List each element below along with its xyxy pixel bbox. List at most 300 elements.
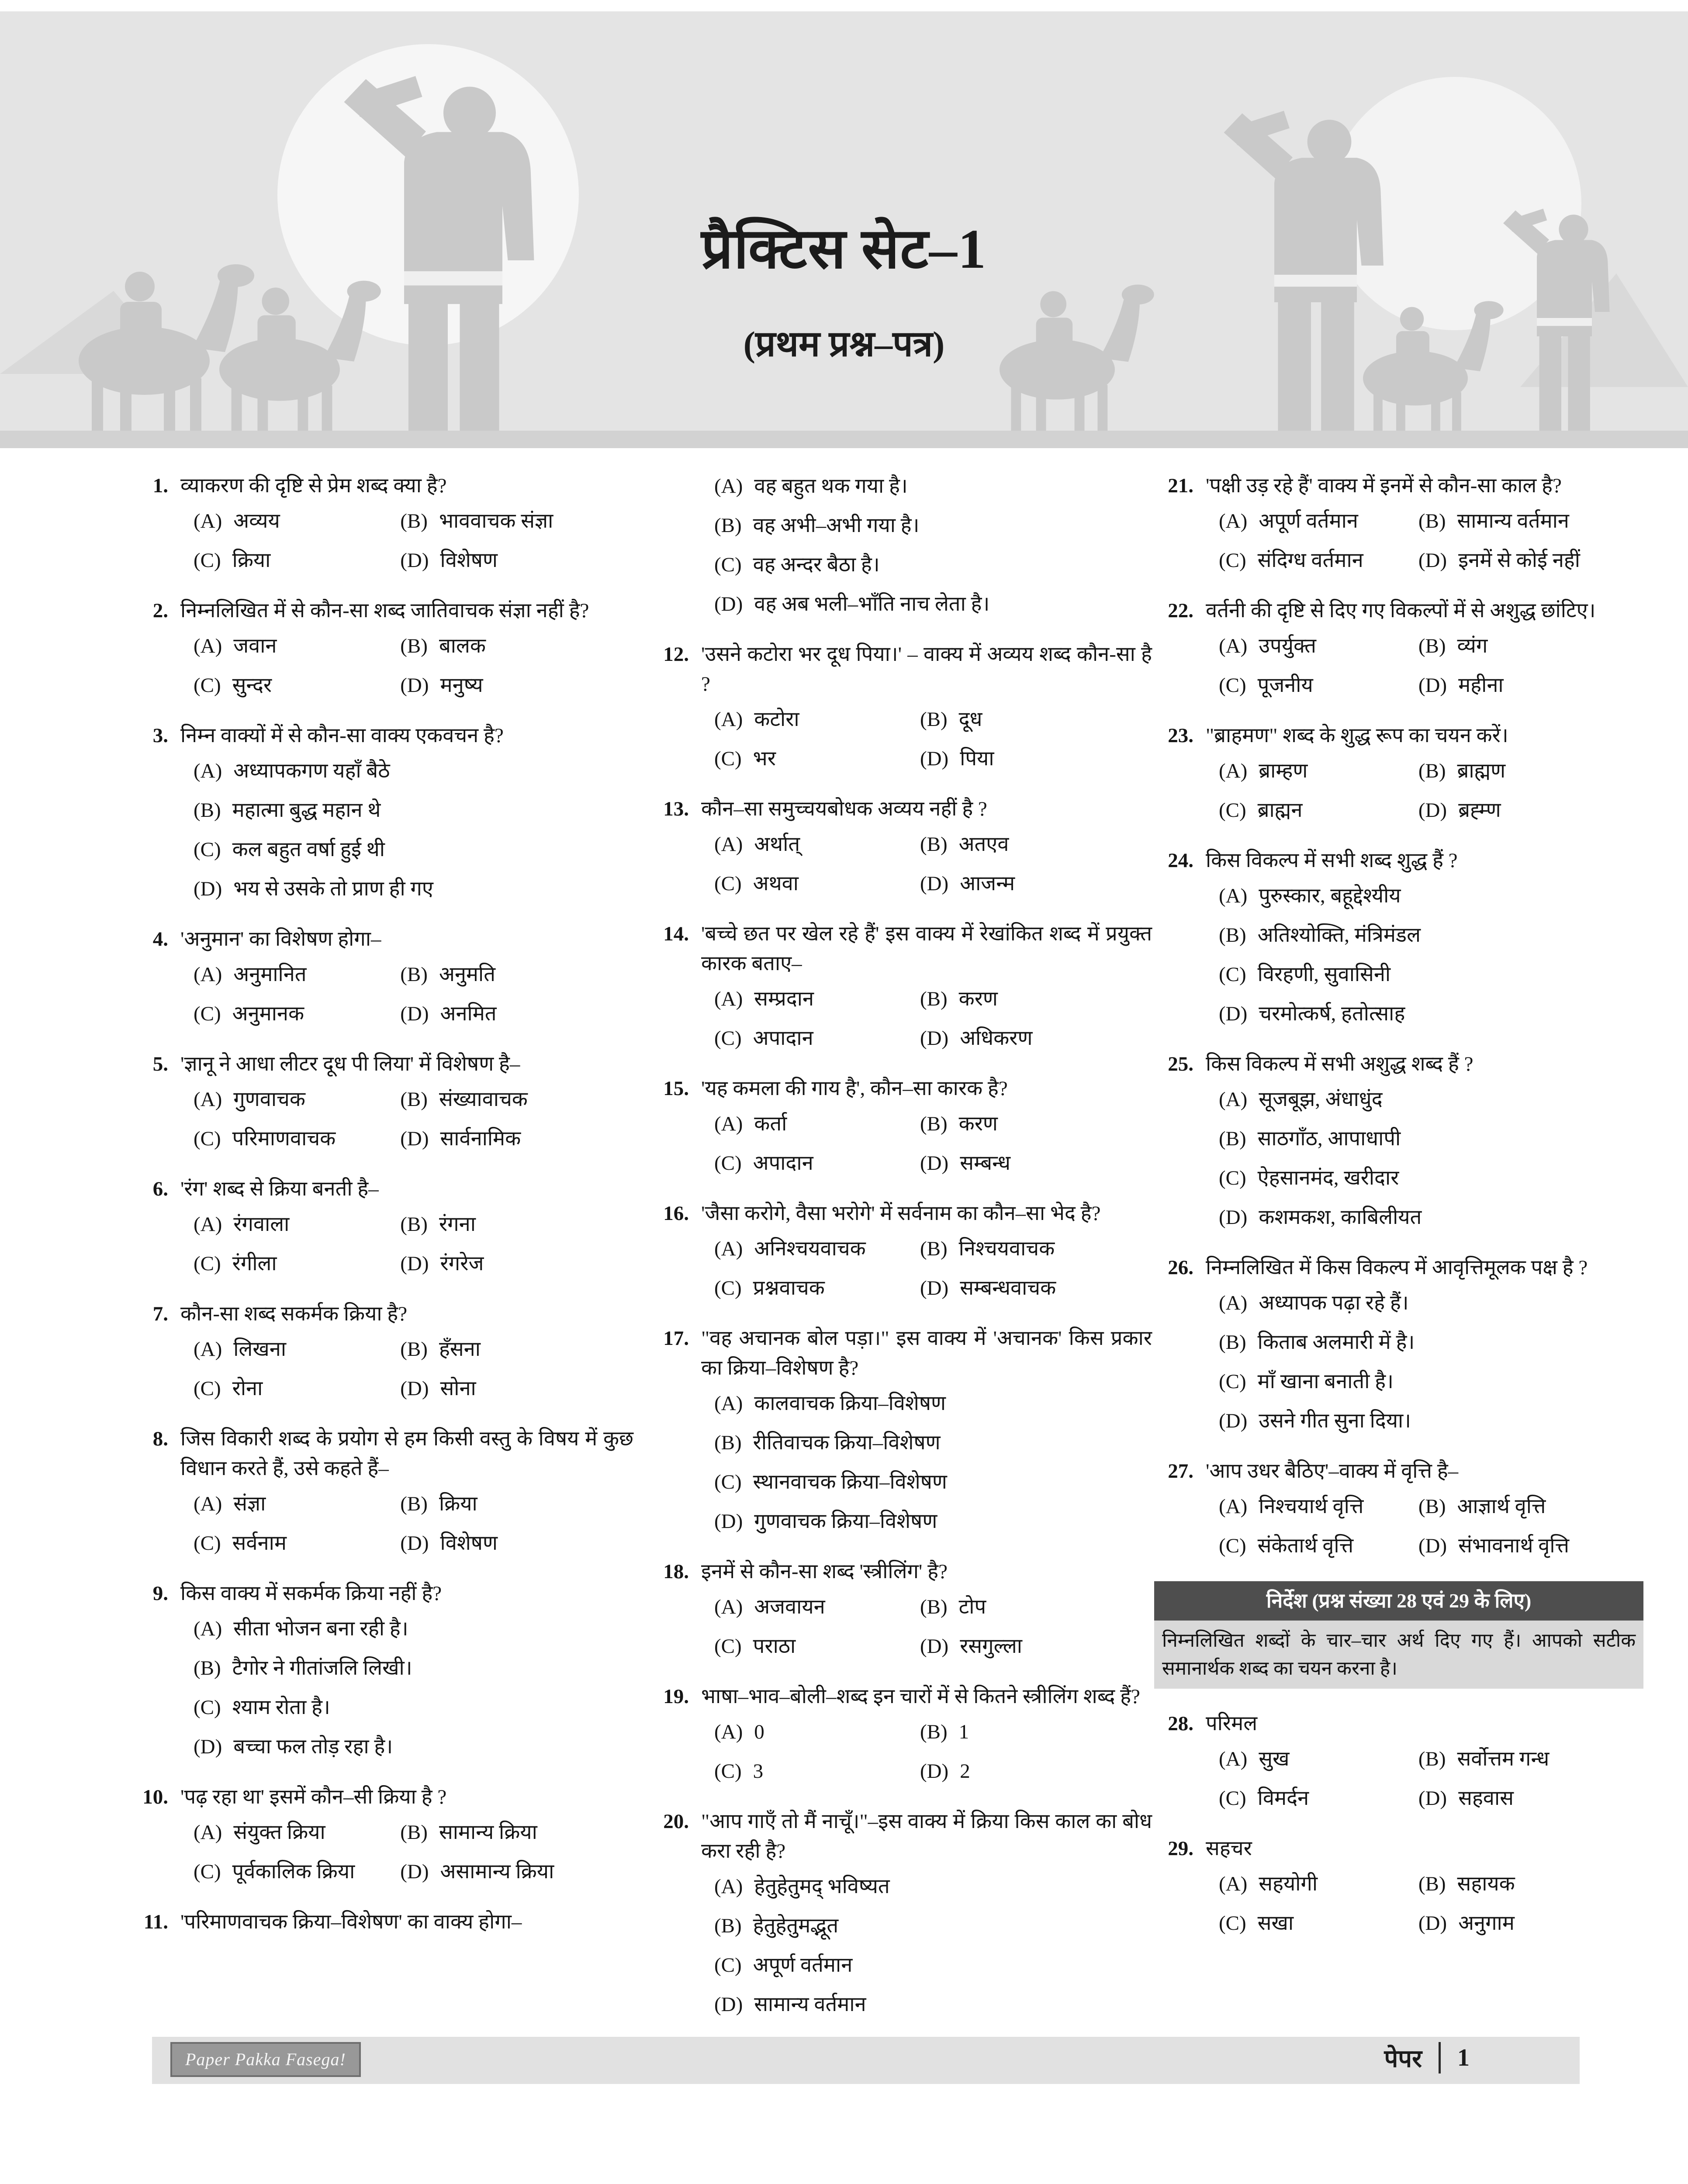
option[interactable]: [714, 1758, 920, 1785]
option[interactable]: [714, 1593, 920, 1621]
option-text: सहयोगी: [1259, 1873, 1318, 1895]
options: [194, 757, 633, 902]
question-text: किस विकल्प में सभी शब्द शुद्ध हैं ?: [1206, 849, 1458, 872]
question-number: 28.: [1168, 1712, 1193, 1735]
option-label: (D): [194, 1735, 222, 1758]
question: [129, 1424, 633, 1557]
option[interactable]: [1219, 547, 1418, 574]
question-head: [129, 596, 633, 625]
question: [129, 1049, 633, 1152]
option[interactable]: [714, 1718, 920, 1745]
option-label: (C): [1219, 799, 1246, 822]
option[interactable]: [1219, 508, 1418, 535]
option-label: (A): [194, 760, 222, 782]
option-label: (A): [1219, 1873, 1248, 1895]
option-label: (D): [1418, 799, 1447, 822]
option-text: असामान्य क्रिया: [440, 1860, 554, 1883]
option[interactable]: [714, 1873, 1152, 1900]
directions-body: निम्नलिखित शब्दों के चार–चार अर्थ दिए गए हैं। आपको सटीक समानार्थक शब्द का चयन करना है।: [1154, 1621, 1643, 1689]
option[interactable]: [1418, 508, 1643, 535]
option[interactable]: [400, 1530, 633, 1557]
option[interactable]: [400, 1211, 633, 1238]
option-label: (D): [400, 549, 429, 572]
option[interactable]: [714, 1235, 920, 1262]
option[interactable]: [714, 1275, 920, 1302]
option[interactable]: [714, 1991, 1152, 2018]
option[interactable]: [714, 1390, 1152, 1417]
option[interactable]: [1219, 1745, 1418, 1773]
question-head: [650, 1074, 1152, 1103]
question: [1154, 1253, 1643, 1434]
option-text: 1: [958, 1721, 969, 1743]
option[interactable]: [920, 1235, 1152, 1262]
question-head: [129, 1174, 633, 1204]
option-text: श्याम रोता है।: [232, 1696, 330, 1719]
option[interactable]: [714, 706, 920, 733]
question-head: [1154, 721, 1643, 750]
option-text: निश्चयवाचक: [958, 1237, 1055, 1260]
option-label: (D): [920, 1027, 949, 1050]
option-text: स्थानवाचक क्रिया–विशेषण: [753, 1471, 947, 1493]
option-text: ब्राह्मन: [1257, 799, 1303, 822]
option[interactable]: [400, 1858, 633, 1885]
option-label: (D): [1418, 674, 1447, 697]
page-indicator-divider: [1439, 2042, 1441, 2073]
question: [129, 1907, 633, 1937]
question-head: [650, 1807, 1152, 1866]
question-text: निम्न वाक्यों में से कौन-सा वाक्य एकवचन है?: [180, 724, 504, 747]
option[interactable]: [714, 870, 920, 897]
option-text: 2: [960, 1760, 970, 1783]
option-label: (A): [1219, 1088, 1248, 1111]
option-text: करण: [958, 988, 998, 1010]
option[interactable]: [1219, 1493, 1418, 1520]
option-text: संभावनार्थ वृत्ति: [1458, 1534, 1570, 1557]
option[interactable]: [920, 870, 1152, 897]
option-text: कल बहुत वर्षा हुई थी: [232, 838, 385, 861]
option[interactable]: [194, 836, 633, 863]
option-label: (A): [194, 1821, 222, 1844]
option[interactable]: [714, 1912, 1152, 1939]
option-label: (B): [400, 1088, 428, 1111]
option-text: पिया: [960, 747, 994, 770]
option-text: महात्मा बुद्ध महान थे: [232, 799, 381, 822]
option-label: (A): [194, 1617, 222, 1640]
question-head: [129, 1907, 633, 1937]
question-number: 3.: [152, 724, 168, 747]
option-text: अनुमानित: [233, 963, 307, 986]
option[interactable]: [1418, 757, 1643, 784]
option[interactable]: [920, 985, 1152, 1013]
question-head: [650, 1199, 1152, 1228]
option[interactable]: [714, 1508, 1152, 1535]
option-text: माँ खाना बनाती है।: [1257, 1370, 1394, 1393]
option-label: (B): [400, 1821, 428, 1844]
question-text: 'आप उधर बैठिए'–वाक्य में वृत्ति है–: [1206, 1460, 1459, 1482]
option-label: (A): [714, 1113, 743, 1135]
question-text: 'ज्ञानू ने आधा लीटर दूध पी लिया' में विशेषण है–: [180, 1053, 520, 1075]
option[interactable]: [714, 1952, 1152, 1979]
option-label: (C): [194, 674, 221, 697]
option-label: (C): [194, 1377, 221, 1400]
options: [714, 1235, 1152, 1302]
option[interactable]: [400, 1250, 633, 1277]
option[interactable]: [194, 961, 400, 988]
question-text: 'रंग' शब्द से क्रिया बनती है–: [180, 1178, 379, 1200]
option-text: दूध: [958, 708, 982, 731]
option-label: (A): [194, 1338, 222, 1361]
option[interactable]: [400, 1819, 633, 1846]
option[interactable]: [1219, 1532, 1418, 1559]
question-text: निम्नलिखित में किस विकल्प में आवृत्तिमूलक पक्ष है ?: [1206, 1256, 1588, 1279]
option[interactable]: [194, 1211, 400, 1238]
option-label: (B): [920, 708, 948, 731]
option-text: मनुष्य: [440, 674, 483, 697]
option[interactable]: [920, 1633, 1152, 1660]
option-text: गुणवाचक: [233, 1088, 305, 1111]
option-text: ब्रह्म्ण: [1458, 799, 1501, 822]
option-label: (C): [714, 872, 742, 895]
option-text: सर्वनाम: [232, 1532, 287, 1555]
question-head: [1154, 846, 1643, 875]
option[interactable]: [714, 551, 1152, 578]
option-label: (D): [400, 1252, 429, 1275]
option[interactable]: [400, 1125, 633, 1152]
option-text: सामान्य वर्तमान: [754, 1993, 866, 2016]
option[interactable]: [1418, 672, 1643, 699]
option[interactable]: [400, 547, 633, 574]
option[interactable]: [194, 1655, 633, 1682]
question-number: 9.: [152, 1582, 168, 1605]
options: [1219, 757, 1643, 824]
option-label: (B): [714, 1914, 742, 1937]
option[interactable]: [400, 1490, 633, 1517]
option-text: कर्ता: [754, 1113, 787, 1135]
option-label: (A): [714, 988, 743, 1010]
option-label: (B): [1418, 760, 1446, 782]
question-text: 'परिमाणवाचक क्रिया–विशेषण' का वाक्य होगा–: [180, 1911, 522, 1933]
option-label: (D): [714, 1993, 743, 2016]
option-text: सुन्दर: [232, 674, 272, 697]
option-label: (C): [194, 1252, 221, 1275]
option[interactable]: [194, 547, 400, 574]
option[interactable]: [1219, 1785, 1418, 1812]
option-text: बालक: [439, 635, 486, 657]
option-label: (B): [1418, 1495, 1446, 1518]
options: [714, 1873, 1152, 2018]
option[interactable]: [714, 1633, 920, 1660]
option-label: (C): [1219, 674, 1246, 697]
option-label: (D): [1219, 1002, 1248, 1025]
options: [194, 1819, 633, 1885]
option-text: संख्यावाचक: [439, 1088, 528, 1111]
question-number: 2.: [152, 599, 168, 622]
question-text: 'पक्षी उड़ रहे हैं' वाक्य में इनमें से कौन-सा काल है?: [1206, 474, 1562, 497]
option[interactable]: [194, 1819, 400, 1846]
option-text: भय से उसके तो प्राण ही गए: [233, 878, 433, 900]
option-label: (C): [714, 1635, 742, 1658]
option[interactable]: [1219, 1000, 1643, 1027]
option[interactable]: [1219, 672, 1418, 699]
options: [194, 1615, 633, 1760]
option[interactable]: [714, 473, 1152, 500]
option-text: अतएव: [958, 833, 1009, 856]
option-label: (B): [1219, 1127, 1246, 1150]
option[interactable]: [714, 1150, 920, 1177]
option[interactable]: [714, 1469, 1152, 1496]
option-label: (A): [194, 1088, 222, 1111]
option[interactable]: [194, 508, 400, 535]
question-text: सहचर: [1206, 1837, 1252, 1860]
question-head: [1154, 596, 1643, 625]
option-text: वह अन्दर बैठा है।: [753, 553, 880, 576]
option[interactable]: [920, 1110, 1152, 1137]
option[interactable]: [1418, 632, 1643, 660]
option[interactable]: [194, 1490, 400, 1517]
option[interactable]: [714, 985, 920, 1013]
option-text: अपूर्ण वर्तमान: [1259, 510, 1358, 532]
header-banner: [0, 11, 1688, 448]
question: [650, 1199, 1152, 1302]
option-label: (B): [400, 635, 428, 657]
option[interactable]: [714, 1025, 920, 1052]
option[interactable]: [1418, 1785, 1643, 1812]
options: [714, 1390, 1152, 1535]
option[interactable]: [194, 1086, 400, 1113]
option[interactable]: [1219, 1204, 1643, 1231]
option[interactable]: [714, 1429, 1152, 1456]
option-text: अध्यापक पढ़ा रहे हैं।: [1259, 1292, 1409, 1314]
option[interactable]: [920, 1758, 1152, 1785]
question-head: [1154, 1049, 1643, 1079]
options: [1219, 1745, 1643, 1812]
option[interactable]: [1219, 961, 1643, 988]
option-text: किताब अलमारी में है।: [1257, 1331, 1415, 1354]
question-text: कौन–सा समुच्चयबोधक अव्यय नहीं है ?: [701, 798, 987, 820]
option-label: (B): [920, 833, 948, 856]
question-text: किस वाक्य में सकर्मक क्रिया नहीं है?: [180, 1582, 442, 1605]
option[interactable]: [194, 1000, 400, 1027]
question-head: [129, 1782, 633, 1812]
option[interactable]: [1219, 922, 1643, 949]
option[interactable]: [1219, 1165, 1643, 1192]
option-text: संकेतार्थ वृत्ति: [1257, 1534, 1354, 1557]
option[interactable]: [714, 1110, 920, 1137]
question-number: 23.: [1168, 724, 1193, 747]
option[interactable]: [1219, 1870, 1418, 1897]
option[interactable]: [400, 1375, 633, 1402]
question-number: 15.: [663, 1077, 689, 1100]
option-text: सीता भोजन बना रही है।: [233, 1617, 408, 1640]
option[interactable]: [920, 1150, 1152, 1177]
question-text: वर्तनी की दृष्टि से दिए गए विकल्पों में से अशुद्ध छांटिए।: [1206, 599, 1596, 622]
question-head: [129, 1424, 633, 1483]
option-text: इनमें से कोई नहीं: [1458, 549, 1580, 572]
question-head: [1154, 1834, 1643, 1863]
option[interactable]: [1219, 797, 1418, 824]
option[interactable]: [920, 1025, 1152, 1052]
question-number: 11.: [143, 1911, 168, 1933]
option-label: (C): [714, 1760, 742, 1783]
question-number: 29.: [1168, 1837, 1193, 1860]
option-text: टैगोर ने गीतांजलि लिखी।: [232, 1657, 412, 1679]
option-text: अथवा: [753, 872, 799, 895]
option[interactable]: [400, 1086, 633, 1113]
option-label: (A): [194, 1493, 222, 1515]
option[interactable]: [194, 1530, 400, 1557]
option[interactable]: [194, 797, 633, 824]
option[interactable]: [400, 1000, 633, 1027]
option[interactable]: [194, 632, 400, 660]
option-label: (C): [714, 1471, 742, 1493]
option-label: (D): [920, 1152, 949, 1175]
question-text: भाषा–भाव–बोली–शब्द इन चारों में से कितने स्त्रीलिंग शब्द हैं?: [701, 1685, 1140, 1708]
option[interactable]: [194, 1733, 633, 1760]
option-label: (A): [1219, 510, 1248, 532]
option-text: पराठा: [753, 1635, 796, 1658]
question-text: 'बच्चे छत पर खेल रहे हैं' इस वाक्य में रेखांकित शब्द में प्रयुक्त कारक बताए–: [701, 923, 1152, 975]
option-text: रसगुल्ला: [960, 1635, 1022, 1658]
option[interactable]: [194, 1615, 633, 1642]
question-text: इनमें से कौन-सा शब्द 'स्त्रीलिंग' है?: [701, 1560, 948, 1583]
option[interactable]: [400, 672, 633, 699]
question-number: 26.: [1168, 1256, 1193, 1279]
option-text: सहायक: [1457, 1873, 1515, 1895]
option-label: (C): [194, 1532, 221, 1555]
option-text: वह बहुत थक गया है।: [754, 475, 908, 498]
question: [1154, 1709, 1643, 1812]
question-number: 10.: [142, 1786, 168, 1808]
option-label: (B): [714, 514, 742, 537]
option[interactable]: [1418, 1532, 1643, 1559]
option-label: (D): [1418, 1787, 1447, 1810]
option-label: (B): [400, 1338, 428, 1361]
option-label: (D): [714, 1510, 743, 1533]
option[interactable]: [1219, 757, 1418, 784]
option[interactable]: [1418, 797, 1643, 824]
question-head: [1154, 1709, 1643, 1738]
option[interactable]: [194, 1336, 400, 1363]
option-label: (C): [714, 1027, 742, 1050]
option[interactable]: [194, 1125, 400, 1152]
option-label: (D): [920, 1760, 949, 1783]
option[interactable]: [1219, 1368, 1643, 1395]
option[interactable]: [714, 591, 1152, 618]
question-head: [129, 924, 633, 954]
option[interactable]: [714, 512, 1152, 539]
option[interactable]: [920, 1275, 1152, 1302]
option[interactable]: [194, 1694, 633, 1721]
option[interactable]: [1219, 1910, 1418, 1937]
option[interactable]: [194, 672, 400, 699]
option-text: क्रिया: [439, 1493, 477, 1515]
option[interactable]: [920, 745, 1152, 772]
option[interactable]: [714, 745, 920, 772]
question: [650, 1557, 1152, 1660]
option-text: पूर्वकालिक क्रिया: [232, 1860, 355, 1883]
option[interactable]: [920, 706, 1152, 733]
option-text: अनमित: [440, 1002, 497, 1025]
option[interactable]: [400, 508, 633, 535]
question-head: [129, 1579, 633, 1608]
option[interactable]: [1418, 1493, 1643, 1520]
option[interactable]: [1219, 632, 1418, 660]
option-label: (D): [400, 1002, 429, 1025]
question: [650, 794, 1152, 897]
options: [714, 473, 1152, 618]
option-text: व्यंग: [1457, 635, 1488, 657]
question: [650, 1074, 1152, 1177]
option[interactable]: [920, 1593, 1152, 1621]
question-number: 22.: [1168, 599, 1193, 622]
option[interactable]: [1418, 547, 1643, 574]
option[interactable]: [400, 1336, 633, 1363]
option[interactable]: [194, 1375, 400, 1402]
question-number: 19.: [663, 1685, 689, 1708]
option[interactable]: [400, 961, 633, 988]
option[interactable]: [194, 875, 633, 902]
question: [129, 1782, 633, 1885]
option-text: अतिश्योक्ति, मंत्रिमंडल: [1257, 924, 1421, 947]
option-label: (A): [714, 475, 743, 498]
option-text: टोप: [958, 1596, 986, 1618]
option-text: सूजबूझ, अंधाधुंद: [1259, 1088, 1383, 1111]
question: [1154, 596, 1643, 699]
question: [129, 721, 633, 902]
option[interactable]: [1418, 1910, 1643, 1937]
option-label: (B): [920, 1237, 948, 1260]
option[interactable]: [1418, 1745, 1643, 1773]
option-label: (C): [1219, 1370, 1246, 1393]
option-text: अनुमति: [439, 963, 495, 986]
question: [650, 1682, 1152, 1785]
option-label: (B): [400, 963, 428, 986]
option[interactable]: [194, 757, 633, 784]
option-text: सखा: [1257, 1912, 1294, 1935]
option-label: (C): [714, 1152, 742, 1175]
question: [650, 1324, 1152, 1535]
option[interactable]: [920, 831, 1152, 858]
option[interactable]: [714, 831, 920, 858]
option[interactable]: [1219, 1289, 1643, 1317]
question: [129, 596, 633, 699]
option[interactable]: [920, 1718, 1152, 1745]
option[interactable]: [1219, 1407, 1643, 1434]
option[interactable]: [1219, 882, 1643, 909]
question: [129, 1579, 633, 1760]
option[interactable]: [1219, 1086, 1643, 1113]
option-text: क्रिया: [232, 549, 271, 572]
option[interactable]: [1219, 1329, 1643, 1356]
option[interactable]: [400, 632, 633, 660]
page-indicator: [1384, 2041, 1470, 2074]
option[interactable]: [194, 1858, 400, 1885]
option-label: (A): [714, 833, 743, 856]
question: [1154, 1834, 1643, 1937]
option-text: अनुमानक: [232, 1002, 304, 1025]
options: [714, 1593, 1152, 1660]
option[interactable]: [1418, 1870, 1643, 1897]
option[interactable]: [194, 1250, 400, 1277]
directions-title: निर्देश (प्रश्न संख्या 28 एवं 29 के लिए): [1154, 1581, 1643, 1621]
question-text: किस विकल्प में सभी अशुद्ध शब्द हैं ?: [1206, 1053, 1474, 1075]
option-text: आजन्म: [960, 872, 1015, 895]
option-text: वह अभी–अभी गया है।: [753, 514, 920, 537]
option-label: (C): [194, 1696, 221, 1719]
option[interactable]: [1219, 1125, 1643, 1152]
options: [1219, 1870, 1643, 1937]
option-label: (B): [920, 1596, 948, 1618]
